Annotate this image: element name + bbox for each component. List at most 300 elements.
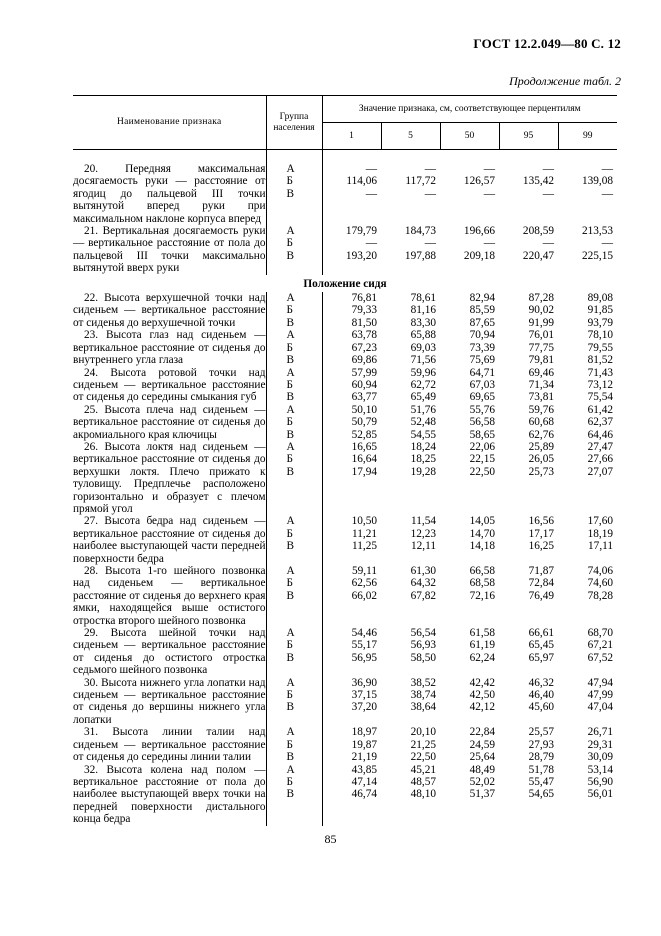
percentile-value-cell	[440, 764, 499, 826]
population-group: Б	[286, 775, 293, 788]
percentile-value: 37,15	[351, 689, 377, 702]
percentile-value: 16,65	[351, 440, 377, 453]
percentile-value-cell	[440, 163, 499, 225]
percentile-value-cell	[558, 677, 617, 727]
percentile-value-cell	[322, 565, 381, 627]
percentile-value: 53,14	[587, 763, 614, 776]
percentile-value: 55,17	[351, 639, 377, 652]
population-group: А	[286, 292, 295, 305]
population-group: А	[286, 366, 295, 379]
table-row	[73, 404, 617, 441]
percentile-value: 69,86	[351, 354, 377, 367]
percentile-value-cell	[499, 565, 558, 627]
feature-name-cell	[73, 726, 266, 763]
table-row	[73, 726, 617, 763]
population-group: А	[286, 403, 295, 416]
percentile-value-cell	[381, 515, 440, 565]
percentile-value: 65,97	[528, 651, 554, 664]
feature-name: 28. Высота 1-го шейного позвонка над сиденьем — вертикальное расстояние от сиденья до верхнего края ямки, находящейся выше остистого отростка второго шейного позвонка	[73, 565, 266, 627]
percentile-value: —	[542, 187, 554, 200]
feature-name: 24. Высота ротовой точки над сиденьем — вертикальное расстояние от сиденья до середины смыкания губ	[73, 366, 266, 404]
percentile-value: 64,46	[587, 428, 614, 441]
population-group: Б	[286, 378, 293, 391]
percentile-value-cell	[558, 225, 617, 275]
percentile-value: 184,73	[404, 225, 436, 238]
population-group-cell	[266, 163, 322, 225]
percentile-value: 77,75	[528, 341, 554, 354]
percentile-value: 71,56	[410, 354, 436, 367]
percentile-value: 61,42	[587, 403, 614, 416]
percentile-value: 225,15	[581, 249, 614, 262]
feature-name-cell	[73, 163, 266, 225]
percentile-value-cell	[381, 292, 440, 329]
percentile-value: 42,42	[469, 676, 495, 689]
percentile-value: 18,24	[410, 440, 436, 453]
column-header-group-line2: населения	[273, 122, 315, 133]
percentile-value: 19,28	[410, 465, 436, 478]
population-group: А	[286, 225, 295, 238]
percentile-value-cell	[499, 515, 558, 565]
percentile-value: 27,47	[587, 440, 614, 453]
percentile-value: 54,55	[410, 428, 436, 441]
percentile-value: 25,64	[469, 751, 495, 764]
percentile-value-cell	[322, 441, 381, 515]
percentile-value: 52,48	[410, 416, 436, 429]
percentile-value: 61,58	[469, 627, 495, 640]
percentile-value: 66,58	[469, 565, 495, 577]
feature-name: 20. Передняя максимальная досягаемость руки — расстояние от ягодиц до пальцевой III точки вытянутой вперед руки при максимальном наклоне корпуса вперед	[73, 163, 266, 225]
percentile-value: 54,65	[528, 788, 554, 801]
page-number: 85	[324, 832, 337, 846]
percentile-value-cell	[499, 329, 558, 366]
percentile-value: 64,71	[469, 366, 495, 379]
percentile-value: 25,89	[528, 440, 554, 453]
percentile-value: 209,18	[463, 249, 495, 262]
population-group: Б	[286, 453, 293, 466]
percentile-value-cell	[499, 677, 558, 727]
percentile-value: 28,79	[528, 751, 554, 764]
percentile-value-cell	[558, 367, 617, 404]
feature-name-cell	[73, 515, 266, 565]
percentile-value-cell	[322, 627, 381, 677]
population-group: Б	[286, 237, 293, 250]
section-row	[73, 275, 617, 292]
percentile-value: 73,39	[469, 341, 495, 354]
percentile-value-cell	[322, 367, 381, 404]
percentile-value: 71,87	[528, 565, 554, 577]
percentile-value: 56,58	[469, 416, 495, 429]
percentile-value: 26,05	[528, 453, 554, 466]
percentile-value: 91,99	[528, 316, 554, 329]
percentile-value: 89,08	[587, 292, 614, 305]
percentile-value: 59,76	[528, 403, 554, 416]
percentile-value: 66,02	[351, 589, 377, 602]
percentile-value: 14,05	[469, 515, 495, 528]
percentile-value: 66,61	[528, 627, 554, 640]
percentile-value: 45,21	[410, 763, 436, 776]
percentile-value: 50,10	[351, 403, 377, 416]
percentile-value: 21,25	[410, 738, 436, 751]
percentile-value: 24,59	[469, 738, 495, 751]
percentile-value: 71,43	[587, 366, 614, 379]
percentile-value-cell	[558, 515, 617, 565]
table-row	[73, 329, 617, 366]
percentile-value: 85,59	[469, 304, 495, 317]
population-group: Б	[286, 689, 293, 702]
percentile-value: 79,33	[351, 304, 377, 317]
population-group: Б	[286, 175, 293, 188]
percentile-value: 74,60	[587, 577, 614, 590]
percentile-value: 22,15	[469, 453, 495, 466]
percentile-value-cell	[322, 726, 381, 763]
feature-name-cell	[73, 404, 266, 441]
percentile-value: 72,84	[528, 577, 554, 590]
percentile-value: 65,45	[528, 639, 554, 652]
column-header-group	[266, 96, 322, 150]
percentile-value: 27,07	[587, 465, 614, 478]
percentile-value: 65,49	[410, 391, 436, 404]
percentile-value-cell	[322, 515, 381, 565]
percentile-value: —	[542, 163, 554, 175]
percentile-value: 72,16	[469, 589, 495, 602]
percentile-value: —	[601, 187, 614, 200]
percentile-value: 36,90	[351, 676, 377, 689]
percentile-value: 25,57	[528, 726, 554, 739]
population-group-cell	[266, 565, 322, 627]
percentile-value: 38,52	[410, 676, 436, 689]
percentile-value: 75,54	[587, 391, 614, 404]
percentile-value-cell	[499, 726, 558, 763]
percentile-value: 55,47	[528, 775, 554, 788]
population-group-cell	[266, 726, 322, 763]
percentile-value-cell	[440, 225, 499, 275]
percentile-value: 79,55	[587, 341, 614, 354]
percentile-value-cell	[558, 627, 617, 677]
percentile-value: 62,37	[587, 416, 614, 429]
percentile-value-cell	[381, 329, 440, 366]
feature-name: 26. Высота локтя над сиденьем — вертикальное расстояние от сиденья до верхушки локтя. Плечо прижато к туловищу. Предплечье расположено горизонтально и образует с плечом прямой угол	[73, 440, 266, 515]
percentile-value: 78,28	[587, 589, 614, 602]
percentile-value-cell	[558, 404, 617, 441]
population-group: В	[286, 187, 295, 200]
percentile-value: 60,94	[351, 378, 377, 391]
feature-name-cell	[73, 225, 266, 275]
percentile-value-cell	[322, 677, 381, 727]
percentile-value-cell	[381, 565, 440, 627]
percentile-value: 79,81	[528, 354, 554, 367]
percentile-value: 135,42	[522, 175, 554, 188]
percentile-value: 73,12	[587, 378, 614, 391]
percentile-value: 76,01	[528, 329, 554, 342]
feature-name-cell	[73, 627, 266, 677]
percentile-value-cell	[558, 441, 617, 515]
table-body	[73, 150, 617, 826]
percentile-value: 68,58	[469, 577, 495, 590]
percentile-value: 76,49	[528, 589, 554, 602]
percentile-value: 114,06	[346, 175, 377, 188]
percentile-value: 196,66	[463, 225, 495, 238]
population-group: В	[286, 465, 295, 478]
percentile-value: 51,78	[528, 763, 554, 776]
percentile-value-cell	[440, 565, 499, 627]
percentile-value-cell	[381, 677, 440, 727]
percentile-value-cell	[381, 404, 440, 441]
percentile-value: 22,84	[469, 726, 495, 739]
percentile-value-cell	[322, 225, 381, 275]
population-group: В	[286, 428, 295, 441]
population-group: Б	[286, 639, 293, 652]
table-row	[73, 764, 617, 826]
percentile-value: 69,03	[410, 341, 436, 354]
percentile-value: 58,50	[410, 651, 436, 664]
feature-name: 31. Высота линии талии над сиденьем — вертикальное расстояние от сиденья до середины линии талии	[73, 726, 266, 764]
percentile-value: 22,50	[469, 465, 495, 478]
table-row	[73, 225, 617, 275]
percentile-value: 70,94	[469, 329, 495, 342]
percentile-value: 43,85	[351, 763, 377, 776]
percentile-value: 26,71	[587, 726, 614, 739]
population-group: А	[286, 763, 295, 776]
percentile-value: 220,47	[522, 249, 554, 262]
percentile-value: 62,56	[351, 577, 377, 590]
percentile-value: 16,25	[528, 540, 554, 553]
percentile-value: 117,72	[405, 175, 436, 188]
percentile-value: 12,23	[410, 527, 436, 540]
percentile-value: 48,57	[410, 775, 436, 788]
percentile-value: 17,17	[528, 527, 554, 540]
percentile-value: 78,61	[410, 292, 436, 305]
population-group-cell	[266, 225, 322, 275]
feature-name: 25. Высота плеча над сиденьем — вертикальное расстояние от сиденья до акромиального края ключицы	[73, 403, 266, 441]
percentile-value: 50,79	[351, 416, 377, 429]
table-row	[73, 515, 617, 565]
percentile-value: 18,97	[351, 726, 377, 739]
percentile-value: —	[601, 163, 614, 175]
percentile-value: 42,12	[469, 701, 495, 714]
population-group: А	[286, 565, 295, 577]
percentile-value: 17,60	[587, 515, 614, 528]
column-header-name: Наименование признака	[73, 96, 266, 150]
percentile-value-cell	[558, 565, 617, 627]
table-continuation-label: Продолжение табл. 2	[509, 74, 621, 88]
percentile-value: 52,85	[351, 428, 377, 441]
feature-name: 30. Высота нижнего угла лопатки над сиденьем — вертикальное расстояние от сиденья до вершины нижнего угла лопатки	[73, 676, 266, 726]
percentile-value-cell	[499, 441, 558, 515]
percentile-value: 11,25	[352, 540, 377, 553]
percentile-value: 22,06	[469, 440, 495, 453]
population-group: В	[286, 540, 295, 553]
percentile-value-cell	[558, 726, 617, 763]
feature-name-cell	[73, 329, 266, 366]
percentile-value: 90,02	[528, 304, 554, 317]
population-group-cell	[266, 627, 322, 677]
percentile-value: 48,10	[410, 788, 436, 801]
percentile-value: 67,23	[351, 341, 377, 354]
population-group: Б	[286, 527, 293, 540]
percentile-value-cell	[322, 163, 381, 225]
percentile-value-cell	[322, 404, 381, 441]
spacer-row	[73, 150, 617, 164]
population-group-cell	[266, 677, 322, 727]
population-group-cell	[266, 515, 322, 565]
feature-name: 29. Высота шейной точки над сиденьем — вертикальное расстояние от сиденья до остистого отростка седьмого шейного позвонка	[73, 627, 266, 677]
column-header-group-line1: Группа	[279, 111, 309, 122]
percentile-value: 56,93	[410, 639, 436, 652]
percentile-value-cell	[440, 726, 499, 763]
percentile-value: 27,66	[587, 453, 614, 466]
population-group: В	[286, 316, 295, 329]
percentile-value-cell	[381, 163, 440, 225]
population-group-cell	[266, 441, 322, 515]
population-group-cell	[266, 367, 322, 404]
feature-name-cell	[73, 565, 266, 627]
table-row	[73, 163, 617, 225]
percentile-value-cell	[381, 225, 440, 275]
percentile-value: 11,54	[411, 515, 436, 528]
percentile-value: 59,96	[410, 366, 436, 379]
percentile-value: —	[424, 163, 436, 175]
document-header: ГОСТ 12.2.049—80 С. 12	[473, 36, 621, 51]
percentile-value: 71,34	[528, 378, 554, 391]
percentile-value: 18,19	[587, 527, 614, 540]
percentile-value: 78,10	[587, 329, 614, 342]
percentile-value: 51,76	[410, 403, 436, 416]
table-row	[73, 441, 617, 515]
percentile-value: 14,70	[469, 527, 495, 540]
percentile-value: 30,09	[587, 751, 614, 764]
population-group: А	[286, 726, 295, 739]
percentile-value: 208,59	[522, 225, 554, 238]
percentile-value-cell	[381, 367, 440, 404]
percentile-value-cell	[440, 677, 499, 727]
percentile-value-cell	[440, 329, 499, 366]
percentile-value: 81,50	[351, 316, 377, 329]
percentile-value: 27,93	[528, 738, 554, 751]
percentile-value: 48,49	[469, 763, 495, 776]
percentile-value-cell	[558, 329, 617, 366]
percentile-value-cell	[381, 441, 440, 515]
population-group: А	[286, 515, 295, 528]
percentile-value: 126,57	[463, 175, 495, 188]
percentile-value: 56,01	[587, 788, 614, 801]
table-row	[73, 292, 617, 329]
feature-name-cell	[73, 677, 266, 727]
percentile-value-cell	[558, 163, 617, 225]
population-group: Б	[286, 416, 293, 429]
feature-name: 22. Высота верхушечной точки над сиденьем — вертикальное расстояние от сиденья до верхушечной точки	[73, 292, 266, 329]
percentile-value: 51,37	[469, 788, 495, 801]
percentile-value: —	[424, 237, 436, 250]
feature-name: 21. Вертикальная досягаемость руки — вертикальное расстояние от пола до пальцевой III точки максимально вытянутой вверх руки	[73, 225, 266, 275]
percentile-value-cell	[499, 292, 558, 329]
feature-name: 32. Высота колена над полом — вертикальное расстояние от пола до наиболее выступающей вверх точки на передней поверхности дистального конца бедра	[73, 763, 266, 826]
population-group: Б	[286, 577, 293, 590]
percentile-value: 64,32	[410, 577, 436, 590]
percentile-value: 69,46	[528, 366, 554, 379]
percentile-value: 193,20	[345, 249, 377, 262]
population-group: Б	[286, 341, 293, 354]
percentile-value: 93,79	[587, 316, 614, 329]
percentile-value: 179,79	[345, 225, 377, 238]
table-row	[73, 367, 617, 404]
percentile-value: 37,20	[351, 701, 377, 714]
population-group: В	[286, 788, 295, 801]
percentile-value: 56,54	[410, 627, 436, 640]
percentile-value: 75,69	[469, 354, 495, 367]
percentile-value: 62,76	[528, 428, 554, 441]
feature-name-cell	[73, 367, 266, 404]
population-group: В	[286, 751, 295, 764]
percentile-value: 67,03	[469, 378, 495, 391]
table-row	[73, 677, 617, 727]
percentile-value: 47,99	[587, 689, 614, 702]
percentile-value: 16,56	[528, 515, 554, 528]
percentile-value-cell	[322, 329, 381, 366]
percentile-value: —	[424, 187, 436, 200]
percentile-value-cell	[440, 441, 499, 515]
percentile-header: 95	[499, 123, 558, 150]
percentile-header: 50	[440, 123, 499, 150]
percentile-value: 52,02	[469, 775, 495, 788]
feature-name: 27. Высота бедра над сиденьем — вертикальное расстояние от сиденья до наиболее выступающей части передней поверхности бедра	[73, 515, 266, 565]
percentile-value: 47,14	[351, 775, 377, 788]
population-group-cell	[266, 404, 322, 441]
feature-name-cell	[73, 292, 266, 329]
feature-name-cell	[73, 764, 266, 826]
percentile-value: 46,32	[528, 676, 554, 689]
percentile-value: 29,31	[587, 738, 614, 751]
percentile-value: —	[365, 187, 377, 200]
percentile-value: 47,04	[587, 701, 614, 714]
percentile-value: 45,60	[528, 701, 554, 714]
percentile-value: 25,73	[528, 465, 554, 478]
percentile-header: 1	[322, 123, 381, 150]
percentile-value-cell	[499, 627, 558, 677]
percentile-value-cell	[440, 292, 499, 329]
percentile-value: 57,99	[351, 366, 377, 379]
percentile-value: 59,11	[352, 565, 377, 577]
population-group: В	[286, 589, 295, 602]
feature-name-cell	[73, 441, 266, 515]
percentile-value: 73,81	[528, 391, 554, 404]
percentile-value: 83,30	[410, 316, 436, 329]
percentile-value: 46,74	[351, 788, 377, 801]
percentile-value: 60,68	[528, 416, 554, 429]
percentile-value: 17,94	[351, 465, 377, 478]
percentile-value: 63,78	[351, 329, 377, 342]
percentile-value-cell	[322, 764, 381, 826]
percentile-value-cell	[440, 367, 499, 404]
percentile-value: —	[483, 237, 495, 250]
percentile-value: 22,50	[410, 751, 436, 764]
percentile-value: —	[542, 237, 554, 250]
percentile-value-cell	[440, 515, 499, 565]
percentile-value: 81,52	[587, 354, 614, 367]
percentile-value: 58,65	[469, 428, 495, 441]
percentile-value-cell	[440, 404, 499, 441]
percentile-value-cell	[381, 627, 440, 677]
percentile-value: 21,19	[351, 751, 377, 764]
percentile-value: 54,46	[351, 627, 377, 640]
percentile-value: 10,50	[351, 515, 377, 528]
percentile-value: 56,90	[587, 775, 614, 788]
percentile-value: 67,82	[410, 589, 436, 602]
percentile-value: 67,21	[587, 639, 614, 652]
percentile-value-cell	[558, 292, 617, 329]
percentile-value: 20,10	[410, 726, 436, 739]
percentile-value-cell	[499, 367, 558, 404]
percentile-value: —	[601, 237, 614, 250]
